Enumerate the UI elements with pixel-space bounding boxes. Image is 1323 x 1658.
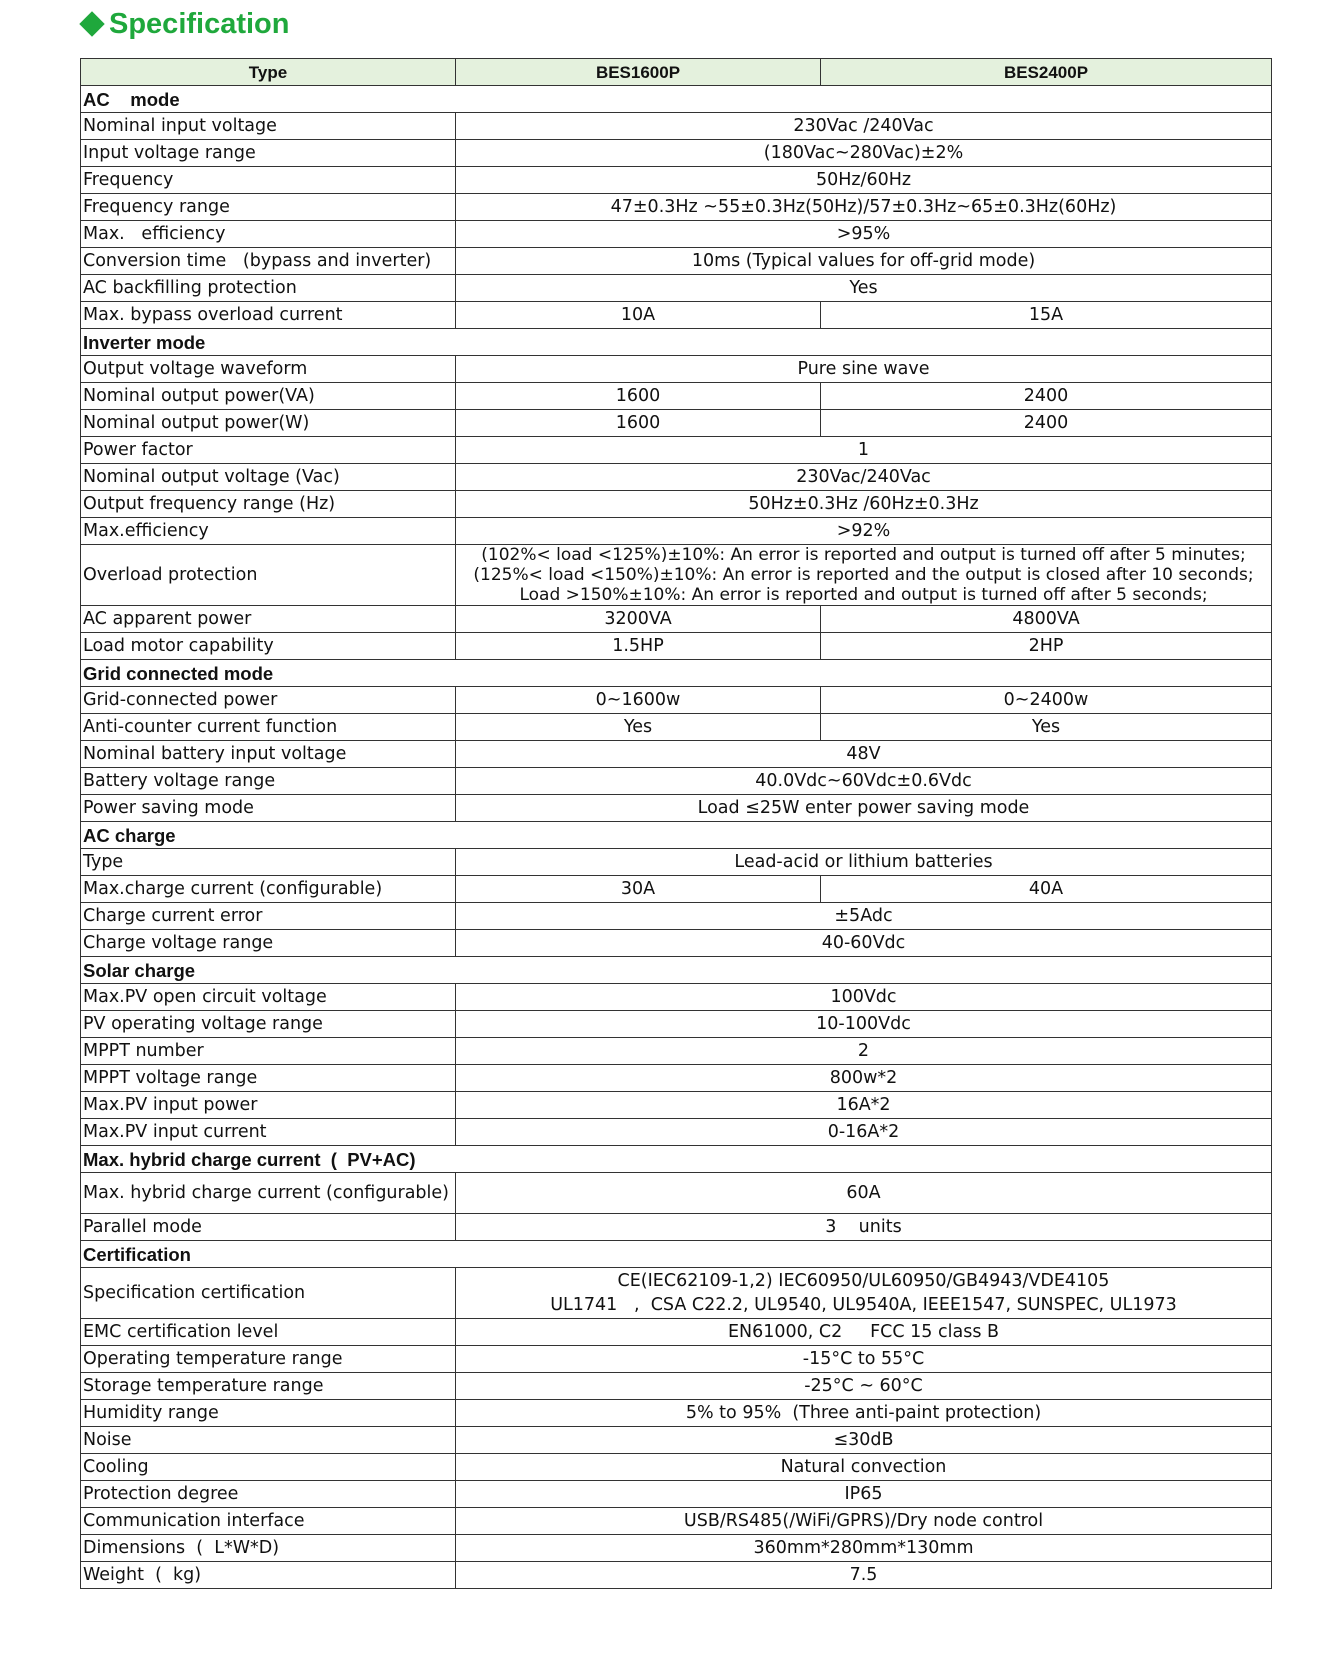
row-value xyxy=(456,545,1272,606)
table-row xyxy=(81,167,1272,194)
table-row xyxy=(81,221,1272,248)
row-label: Load motor capability xyxy=(81,633,456,660)
row-label: Nominal output power(VA) xyxy=(81,383,456,410)
table-row xyxy=(81,1065,1272,1092)
table-row xyxy=(81,984,1272,1011)
row-label: EMC certification level xyxy=(81,1319,456,1346)
table-row xyxy=(81,1119,1272,1146)
table-row xyxy=(81,1373,1272,1400)
table-row xyxy=(81,491,1272,518)
row-label: Max. bypass overload current xyxy=(81,302,456,329)
row-value-model-2: 15A xyxy=(821,302,1272,329)
header-model-2: BES2400P xyxy=(821,59,1272,86)
row-value: 40.0Vdc~60Vdc±0.6Vdc xyxy=(456,768,1272,795)
row-label: Max.efficiency xyxy=(81,518,456,545)
row-label: Anti-counter current function xyxy=(81,714,456,741)
row-label: Input voltage range xyxy=(81,140,456,167)
row-value-model-2: 2400 xyxy=(821,410,1272,437)
row-value: EN61000, C2 FCC 15 class B xyxy=(456,1319,1272,1346)
overload-line-3: Load >150%±10%: An error is reported and output is turned off after 5 seconds; xyxy=(519,585,1208,605)
row-label: Parallel mode xyxy=(81,1214,456,1241)
table-row xyxy=(81,1562,1272,1589)
row-value: (180Vac~280Vac)±2% xyxy=(456,140,1272,167)
section-row xyxy=(81,1146,1272,1173)
row-label: Max. efficiency xyxy=(81,221,456,248)
table-row xyxy=(81,1268,1272,1319)
row-value-model-2: 2HP xyxy=(821,633,1272,660)
page-title-text: Specification xyxy=(109,7,290,40)
row-value: Lead-acid or lithium batteries xyxy=(456,849,1272,876)
row-value: 48V xyxy=(456,741,1272,768)
row-value: USB/RS485(/WiFi/GPRS)/Dry node control xyxy=(456,1508,1272,1535)
table-row xyxy=(81,1173,1272,1214)
section-row xyxy=(81,1241,1272,1268)
row-value-model-2: 0~2400w xyxy=(821,687,1272,714)
row-value: ≤30dB xyxy=(456,1427,1272,1454)
row-label: Max.PV input power xyxy=(81,1092,456,1119)
row-label: Grid-connected power xyxy=(81,687,456,714)
row-value: 50Hz±0.3Hz /60Hz±0.3Hz xyxy=(456,491,1272,518)
row-value: IP65 xyxy=(456,1481,1272,1508)
table-row xyxy=(81,1038,1272,1065)
row-value: >92% xyxy=(456,518,1272,545)
row-label: AC backfilling protection xyxy=(81,275,456,302)
row-label: Dimensions ( L*W*D) xyxy=(81,1535,456,1562)
row-value: -15°C to 55°C xyxy=(456,1346,1272,1373)
table-row xyxy=(81,687,1272,714)
row-label: AC apparent power xyxy=(81,606,456,633)
row-value: 800w*2 xyxy=(456,1065,1272,1092)
row-label: Power factor xyxy=(81,437,456,464)
row-label: Nominal battery input voltage xyxy=(81,741,456,768)
table-row xyxy=(81,1481,1272,1508)
row-value: 1 xyxy=(456,437,1272,464)
table-row xyxy=(81,1092,1272,1119)
row-label: Max.PV open circuit voltage xyxy=(81,984,456,1011)
row-value: ±5Adc xyxy=(456,903,1272,930)
row-value: Load ≤25W enter power saving mode xyxy=(456,795,1272,822)
row-value-model-1: Yes xyxy=(456,714,821,741)
row-value: 2 xyxy=(456,1038,1272,1065)
row-label: Charge voltage range xyxy=(81,930,456,957)
row-label: Noise xyxy=(81,1427,456,1454)
table-row xyxy=(81,248,1272,275)
table-row xyxy=(81,383,1272,410)
row-label: Charge current error xyxy=(81,903,456,930)
section-solar-charge: Solar charge xyxy=(81,957,1272,984)
table-row xyxy=(81,410,1272,437)
table-row xyxy=(81,275,1272,302)
row-value: 7.5 xyxy=(456,1562,1272,1589)
row-label: Nominal output voltage (Vac) xyxy=(81,464,456,491)
row-value xyxy=(456,1268,1272,1319)
row-value: 60A xyxy=(456,1173,1272,1214)
table-row xyxy=(81,903,1272,930)
specification-table xyxy=(80,58,1272,1589)
row-value: Pure sine wave xyxy=(456,356,1272,383)
table-row xyxy=(81,302,1272,329)
row-value: Natural convection xyxy=(456,1454,1272,1481)
table-row xyxy=(81,633,1272,660)
row-value-model-1: 1600 xyxy=(456,410,821,437)
row-value: 50Hz/60Hz xyxy=(456,167,1272,194)
row-label: Operating temperature range xyxy=(81,1346,456,1373)
row-label: Overload protection xyxy=(81,545,456,606)
section-inverter-mode: Inverter mode xyxy=(81,329,1272,356)
row-label: Power saving mode xyxy=(81,795,456,822)
row-value: 5% to 95% (Three anti-paint protection) xyxy=(456,1400,1272,1427)
row-value-model-2: Yes xyxy=(821,714,1272,741)
section-row xyxy=(81,822,1272,849)
section-certification: Certification xyxy=(81,1241,1272,1268)
row-value-model-1: 0~1600w xyxy=(456,687,821,714)
row-label: Communication interface xyxy=(81,1508,456,1535)
row-label: MPPT number xyxy=(81,1038,456,1065)
row-value-model-1: 10A xyxy=(456,302,821,329)
row-value: 10-100Vdc xyxy=(456,1011,1272,1038)
row-value-model-1: 1.5HP xyxy=(456,633,821,660)
row-label: Max. hybrid charge current (configurable) xyxy=(81,1173,456,1214)
overload-line-1: (102%< load <125%)±10%: An error is reported and output is turned off after 5 minutes; xyxy=(481,545,1246,565)
table-row xyxy=(81,1400,1272,1427)
table-row xyxy=(81,518,1272,545)
row-value-model-2: 2400 xyxy=(821,383,1272,410)
row-value: 230Vac/240Vac xyxy=(456,464,1272,491)
row-label: MPPT voltage range xyxy=(81,1065,456,1092)
overload-line-2: (125%< load <150%)±10%: An error is reported and the output is closed after 10 seconds; xyxy=(473,565,1254,585)
table-row xyxy=(81,849,1272,876)
row-label: Humidity range xyxy=(81,1400,456,1427)
row-label: Weight ( kg) xyxy=(81,1562,456,1589)
row-label: Specification certification xyxy=(81,1268,456,1319)
table-row xyxy=(81,876,1272,903)
cert-line-2: UL1741 , CSA C22.2, UL9540, UL9540A, IEEE1547, SUNSPEC, UL1973 xyxy=(550,1295,1177,1315)
table-row xyxy=(81,741,1272,768)
table-row xyxy=(81,1214,1272,1241)
row-label: Max.PV input current xyxy=(81,1119,456,1146)
row-value: 230Vac /240Vac xyxy=(456,113,1272,140)
section-ac-mode: AC mode xyxy=(81,86,1272,113)
table-row xyxy=(81,1346,1272,1373)
row-label: Frequency range xyxy=(81,194,456,221)
table-row xyxy=(81,1427,1272,1454)
row-value: 10ms (Typical values for off-grid mode) xyxy=(456,248,1272,275)
section-row xyxy=(81,86,1272,113)
table-row xyxy=(81,1508,1272,1535)
row-label: Max.charge current (configurable) xyxy=(81,876,456,903)
row-value: 360mm*280mm*130mm xyxy=(456,1535,1272,1562)
row-value-model-1: 3200VA xyxy=(456,606,821,633)
row-value: 100Vdc xyxy=(456,984,1272,1011)
row-label: Nominal input voltage xyxy=(81,113,456,140)
table-row xyxy=(81,113,1272,140)
table-row xyxy=(81,140,1272,167)
row-label: Type xyxy=(81,849,456,876)
header-type: Type xyxy=(81,59,456,86)
row-label: Conversion time (bypass and inverter) xyxy=(81,248,456,275)
cert-line-1: CE(IEC62109-1,2) IEC60950/UL60950/GB4943/VDE4105 xyxy=(617,1271,1110,1291)
section-row xyxy=(81,660,1272,687)
row-label: Frequency xyxy=(81,167,456,194)
row-label: Nominal output power(W) xyxy=(81,410,456,437)
table-row xyxy=(81,1454,1272,1481)
row-value-model-2: 40A xyxy=(821,876,1272,903)
section-ac-charge: AC charge xyxy=(81,822,1272,849)
row-value: 47±0.3Hz ~55±0.3Hz(50Hz)/57±0.3Hz~65±0.3Hz(60Hz) xyxy=(456,194,1272,221)
table-row xyxy=(81,1319,1272,1346)
table-row xyxy=(81,606,1272,633)
table-row xyxy=(81,714,1272,741)
header-model-1: BES1600P xyxy=(456,59,821,86)
table-header-row xyxy=(81,59,1272,86)
table-row xyxy=(81,930,1272,957)
table-row xyxy=(81,464,1272,491)
row-label: PV operating voltage range xyxy=(81,1011,456,1038)
table-row xyxy=(81,356,1272,383)
row-value: 0-16A*2 xyxy=(456,1119,1272,1146)
section-row xyxy=(81,957,1272,984)
page-title xyxy=(83,4,290,44)
table-row xyxy=(81,1535,1272,1562)
row-label: Storage temperature range xyxy=(81,1373,456,1400)
row-value: Yes xyxy=(456,275,1272,302)
row-value-model-2: 4800VA xyxy=(821,606,1272,633)
table-row xyxy=(81,768,1272,795)
row-label: Battery voltage range xyxy=(81,768,456,795)
row-value: >95% xyxy=(456,221,1272,248)
row-label: Output voltage waveform xyxy=(81,356,456,383)
table-row xyxy=(81,545,1272,606)
table-row xyxy=(81,1011,1272,1038)
row-value: 40-60Vdc xyxy=(456,930,1272,957)
row-value: 16A*2 xyxy=(456,1092,1272,1119)
section-hybrid-charge: Max. hybrid charge current ( PV+AC) xyxy=(81,1146,1272,1173)
table-row xyxy=(81,437,1272,464)
section-row xyxy=(81,329,1272,356)
row-value-model-1: 30A xyxy=(456,876,821,903)
table-row xyxy=(81,795,1272,822)
row-label: Cooling xyxy=(81,1454,456,1481)
row-value: 3 units xyxy=(456,1214,1272,1241)
row-value-model-1: 1600 xyxy=(456,383,821,410)
section-grid-mode: Grid connected mode xyxy=(81,660,1272,687)
row-label: Output frequency range (Hz) xyxy=(81,491,456,518)
row-label: Protection degree xyxy=(81,1481,456,1508)
row-value: -25°C ~ 60°C xyxy=(456,1373,1272,1400)
diamond-bullet-icon xyxy=(79,11,104,36)
table-row xyxy=(81,194,1272,221)
